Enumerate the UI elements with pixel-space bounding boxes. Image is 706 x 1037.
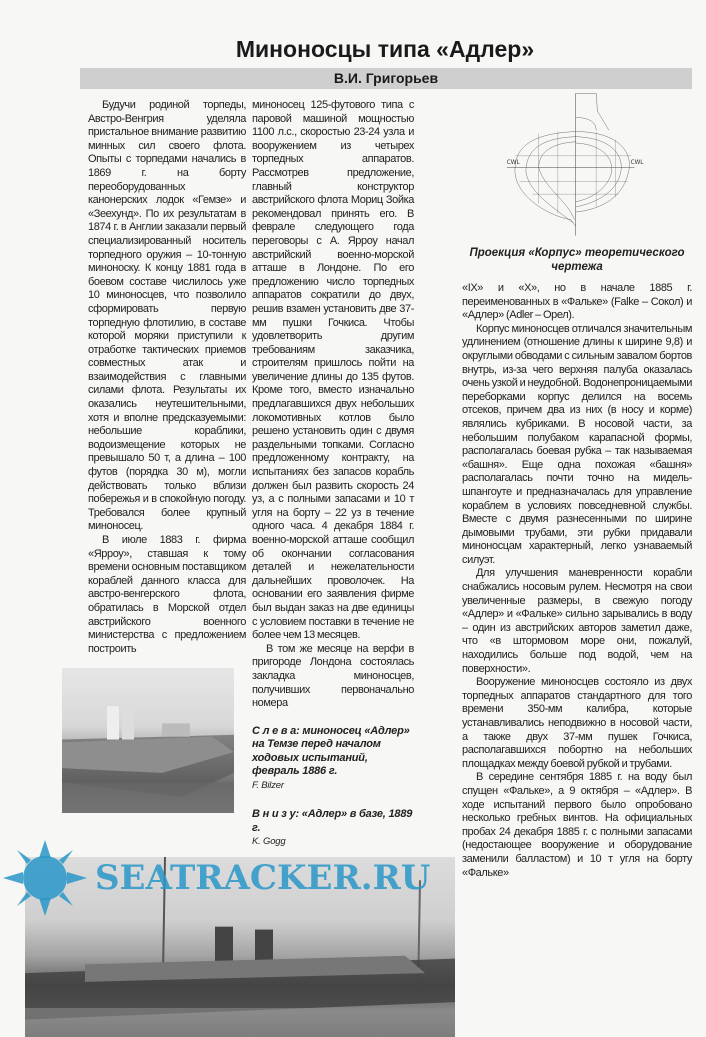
- left-columns-row: [25, 99, 455, 849]
- column-left: [88, 99, 246, 656]
- paragraph: миноносец 125-футового типа с паровой машиной мощностью 1100 л.с., скоростью 23-24 узла и вооружением из четырех торпедных аппаратов. Рассмотрев предложение, главный конструктор австрийского флота Мориц Зойка рекомендовал принять его. В феврале следующего года переговоры с А. Ярроу начал австрийский военно-морской атташе в Лондоне. По его предложению число торпедных аппаратов сократили до двух, решив взамен установить две 37-мм пушки Гочкиса. Чтобы удовлетворить другим требованиям заказчика, строителям пришлось пойти на увеличение длины до 135 футов. Кроме того, вместо изначально предлагавшихся двух небольших локомотивных котлов было решено установить один с двумя раздельными топками. Согласно предложенному контракту, на испытаниях без запасов корабль должен был развить скорость 24 уз, а с полными запасами и 10 т угля на борту – 22 уз в течение одного часа. 4 декабря 1884 г. военно-морской атташе сообщил об окончании согласования деталей и нежелательности дальнейших проволочек. На основании его заявления фирме был выдан заказ на две единицы с условием поставки в течение не более чем 13 месяцев.: [252, 99, 414, 642]
- paragraph: «IX» и «X», но в начале 1885 г. переименованных в «Фальке» (Falke – Сокол) и «Адлер» (Adler – Орел).: [462, 282, 692, 322]
- hull-label-cwl-left: CWL: [506, 160, 520, 167]
- paragraph: В июле 1883 г. фирма «Ярроу», ставшая к тому времени основным поставщиком кораблей данного класса для австро-венгерского флота, обратилась в Морской отдел австрийского военного министерства с предложением построить: [88, 534, 246, 655]
- right-area: [462, 92, 692, 880]
- photo-adler-thames: [62, 668, 234, 813]
- watermark-text: SEATRACKER.RU: [95, 858, 431, 898]
- column-middle: [252, 99, 414, 711]
- ship-photo-image: [62, 668, 234, 813]
- article-title: Миноносцы типа «Адлер»: [235, 36, 535, 62]
- photo-credit: F. Bilzer: [252, 779, 284, 791]
- hull-label-cwl-right: CWL: [630, 160, 644, 167]
- hull-body-plan-drawing: [477, 92, 677, 242]
- column-middle-block: [252, 99, 414, 849]
- paragraph: В том же месяце на верфи в пригороде Лондона состоялась закладка миноносцев, получивших первоначально номера: [252, 642, 414, 710]
- caption-text: С л е в а: миноносец «Адлер» на Темзе перед началом ходовых испытаний, февраль 1886 г.: [252, 724, 410, 778]
- caption-hull-drawing: Проекция «Корпус» теоретического чертежа: [469, 247, 685, 273]
- author-bar: [80, 68, 692, 89]
- column-left-block: [25, 99, 246, 849]
- photo-credit: K. Gogg: [252, 836, 286, 848]
- paragraph: Вооружение миноносцев состояло из двух торпедных аппаратов стандартного для того времени 350-мм калибра, которые устанавливались неподвижно в носовой части, а также двух 37-мм пушек Гочкиса, располагавшихся побортно на небольших площадках между боевой рубкой и трубами.: [462, 676, 692, 770]
- caption-bottom-photo: [252, 808, 414, 849]
- left-area: [25, 99, 455, 905]
- caption-left-photo: [252, 725, 414, 793]
- column-right: [462, 282, 692, 880]
- paragraph: Для улучшения маневренности корабли снабжались носовым рулем. Несмотря на свои увеличенные размеры, в свежую погоду «Адлер» и «Фальке» сильно зарывались в воду – один из австрийских авторов заметил даже, что «в штормовом море они, пожалуй, находились больше под водой, чем на поверхности».: [462, 567, 692, 675]
- paragraph: Будучи родиной торпеды, Австро-Венгрия уделяла пристальное внимание развитию минных сил своего флота. Опыты с торпедами начались в 1869 г. на борту переоборудованных канонерских лодок «Гемзе» и «Зеехунд». По их результатам в 1874 г. в Англии заказали первый специализированный носитель торпедного оружия – 10-тонную миноноску. К концу 1881 года в боевом составе числилось уже 10 миноносцев, что позволило сформировать первую торпедную флотилию, в составе которой моряки приступили к отработке тактических приемов совместных атак и взаимодействия с главными силами флота. Результаты их оказались неутешительными, хотя и вполне предсказуемыми: небольшие кораблики, водоизмещение которых не превышало 50 т, а длина – 100 футов (порядка 30 м), могли действовать только вблизи побережья и в спокойную погоду. Требовался более крупный миноносец.: [88, 99, 246, 533]
- article-author: В.И. Григорьев: [333, 70, 439, 86]
- paragraph: В середине сентября 1885 г. на воду был спущен «Фальке», а 9 октября – «Адлер». В ходе испытаний первого было опробовано несколько гребных винтов. На официальных пробах 24 декабря 1885 г. с полными запасами (недостающее вооружение и оборудование заменили балластом) и 10 т угля на борту «Фальке»: [462, 771, 692, 879]
- caption-text: В н и з у: «Адлер» в базе, 1889 г.: [252, 808, 413, 834]
- paragraph: Корпус миноносцев отличался значительным удлинением (отношение длины к ширине 9,8) и округлыми обводами с сильным завалом бортов внутрь, из-за чего верхняя палуба оказалась очень узкой и неудобной. Водонепроницаемыми переборками корпус делился на восемь отсеков, причем два из них (в носу и корме) являлись кубриками. В носовой части, за небольшим полубаком карапасной формы, располагалась боевая рубка – так называемая «башня». Еще одна похожая «башня» располагалась почти точно на мидель-шпангоуте и предназначалась для управление кораблем в условиях повседневной службы. Вместе с двумя разнесенными по ширине дымовыми трубами, эти рубки придавали миноносцам характерный, легко узнаваемый силуэт.: [462, 322, 692, 566]
